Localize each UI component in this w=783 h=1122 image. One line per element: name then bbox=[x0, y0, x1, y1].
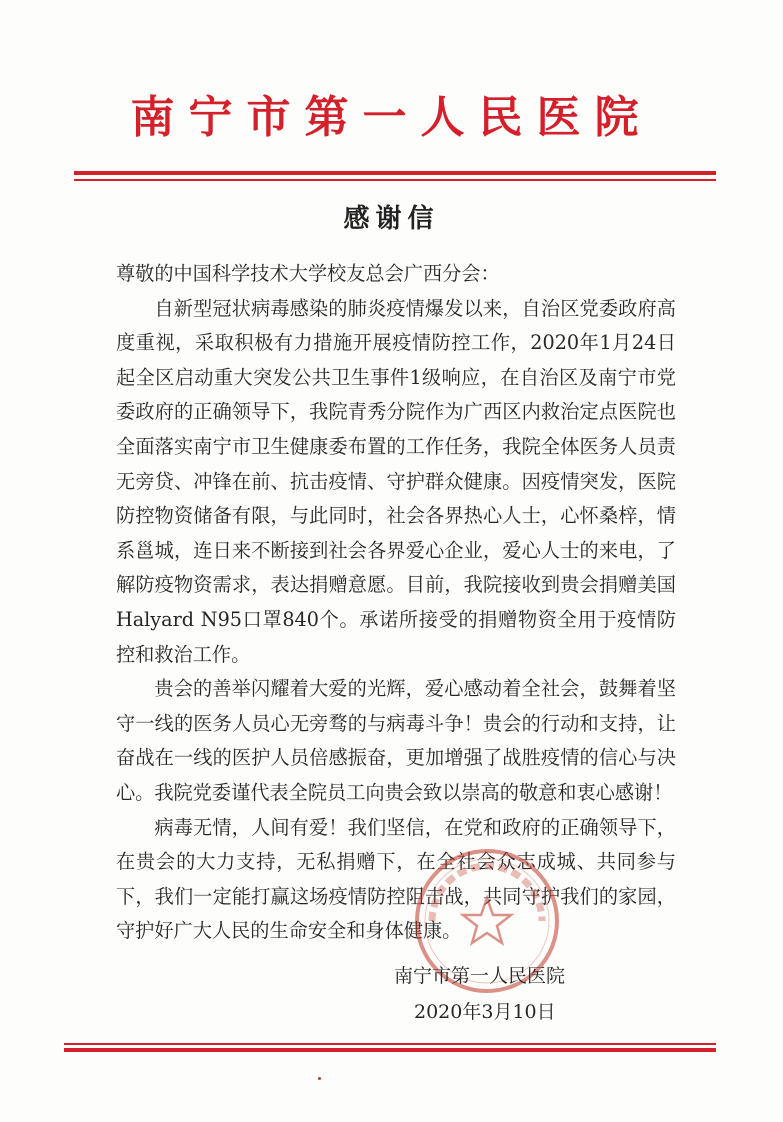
salutation: 尊敬的中国科学技术大学校友总会广西分会： bbox=[116, 262, 500, 285]
letterhead-rule-thin bbox=[74, 179, 716, 181]
signature-organization: 南宁市第一人民医院 bbox=[394, 965, 566, 987]
ink-speck bbox=[318, 1077, 321, 1080]
footer-rule-thick bbox=[64, 1048, 716, 1052]
footer-rule-thin bbox=[64, 1043, 716, 1045]
signature-block bbox=[394, 958, 654, 1030]
paragraph-2: 贵会的善举闪耀着大爱的光辉，爱心感动着全社会，鼓舞着坚守一线的医务人员心无旁骛的与病毒斗争！贵会的行动和支持，让奋战在一线的医护人员倍感振奋，更加增强了战胜疫情的信心与决心。我院党委谨代表全院员工向贵会致以崇高的敬意和衷心感谢！ bbox=[116, 677, 676, 804]
paragraph-3: 病毒无情，人间有爱！我们坚信，在党和政府的正确领导下，在贵会的大力支持，无私捐赠下，在全社会众志成城、共同参与下，我们一定能打赢这场疫情防控阻击战，共同守护我们的家园，守护好广大人民的生命安全和身体健康。 bbox=[116, 815, 676, 943]
signature-date: 2020年3月10日 bbox=[414, 1001, 556, 1023]
letterhead-rule-thick bbox=[74, 171, 716, 175]
hospital-letterhead-title: 南宁市第一人民医院 bbox=[130, 92, 653, 143]
letter-title: 感谢信 bbox=[343, 204, 440, 234]
paragraph-1: 自新型冠状病毒感染的肺炎疫情爆发以来，自治区党委政府高度重视，采取积极有力措施开展疫情防控工作，2020年1月24日起全区启动重大突发公共卫生事件1级响应，在自治区及南宁市党委政府的正确领导下，我院青秀分院作为广西区内救治定点医院也全面落实南宁市卫生健康委布置的工作任务，我院全体医务人员责无旁贷、冲锋在前、抗击疫情、守护群众健康。因疫情突发，医院防控物资储备有限，与此同时，社会各界热心人士，心怀桑梓，情系邕城，连日来不断接到社会各界爱心企业，爱心人士的来电，了解防疫物资需求，表达捐赠意愿。目前，我院接收到贵会捐赠美国Halyard N95口罩840个。承诺所接受的捐赠物资全用于疫情防控和救治工作。 bbox=[116, 296, 676, 666]
letter-body bbox=[116, 257, 676, 949]
